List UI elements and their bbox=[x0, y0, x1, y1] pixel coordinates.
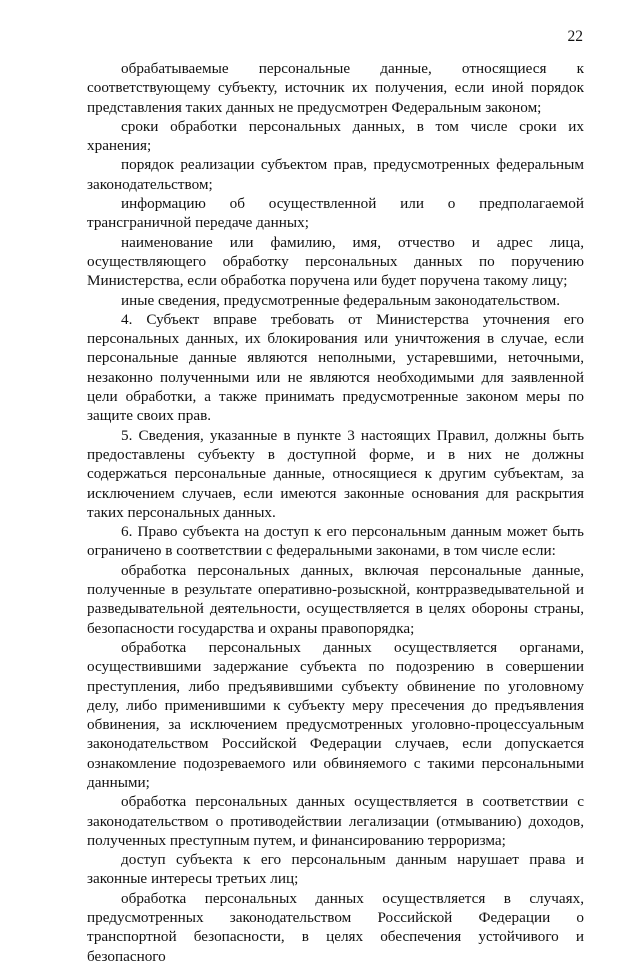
paragraph-item-6: 6. Право субъекта на доступ к его персональным данным может быть ограничено в соответствии с федеральными законами, в том числе если: bbox=[87, 523, 584, 560]
paragraph-item-4: 4. Субъект вправе требовать от Министерства уточнения его персональных данных, их блокирования или уничтожения в случае, если персональные данные являются неполными, устаревшими, неточными, незаконно полученными или не являются необходимыми для заявленной цели обработки, а также принимать предусмотренные законом меры по защите своих прав. bbox=[87, 310, 584, 425]
paragraph-rights-procedure: порядок реализации субъектом прав, предусмотренных федеральным законодательством; bbox=[87, 156, 584, 193]
paragraph-other-info: иные сведения, предусмотренные федеральным законодательством. bbox=[121, 291, 561, 309]
document-body bbox=[87, 59, 584, 966]
paragraph-processor-name: наименование или фамилию, имя, отчество и адрес лица, осуществляющего обработку персональных данных по поручению Министерства, если обработка поручена или будет поручена такому лицу; bbox=[87, 233, 584, 290]
paragraph-transport-security: обработка персональных данных осуществляется в случаях, предусмотренных законодательством Российской Федерации о транспортной безопасности, в целях обеспечения устойчивого и безопасного bbox=[87, 889, 584, 965]
paragraph-processed-data: обрабатываемые персональные данные, относящиеся к соответствующему субъекту, источник их получения, если иной порядок представления таких данных не предусмотрен Федеральным законом; bbox=[87, 60, 584, 116]
paragraph-anti-money-laundering: обработка персональных данных осуществляется в соответствии с законодательством о противодействии легализации (отмыванию) доходов, полученных преступным путем, и финансированию терроризма; bbox=[87, 793, 584, 849]
paragraph-third-party-rights: доступ субъекта к его персональным данным нарушает права и законные интересы третьих лиц; bbox=[87, 851, 584, 888]
page-number: 22 bbox=[567, 28, 583, 45]
paragraph-defense-security: обработка персональных данных, включая персональные данные, полученные в результате оперативно-розыскной, контрразведывательной и разведывательной деятельности, осуществляется в целях обороны страны, безопасности государства и охраны правопорядка; bbox=[87, 561, 584, 637]
paragraph-item-5: 5. Сведения, указанные в пункте 3 настоящих Правил, должны быть предоставлены субъекту в доступной форме, и в них не должны содержаться персональные данные, относящиеся к другим субъектам, за исключением случаев, если имеются законные основания для раскрытия таких персональных данных. bbox=[87, 426, 584, 521]
paragraph-cross-border-transfer: информацию об осуществленной или о предполагаемой трансграничной передаче данных; bbox=[87, 195, 584, 232]
paragraph-processing-terms: сроки обработки персональных данных, в том числе сроки их хранения; bbox=[87, 117, 584, 155]
paragraph-criminal-procedure: обработка персональных данных осуществляется органами, осуществившими задержание субъекта по подозрению в совершении преступления, либо предъявившими субъекту обвинение по уголовному делу, либо применившими к субъекту меру пресечения до предъявления обвинения, за исключением предусмотренных уголовно-процессуальным законодательством Российской Федерации случаев, если допускается ознакомление подозреваемого или обвиняемого с такими персональными данными; bbox=[87, 638, 584, 791]
